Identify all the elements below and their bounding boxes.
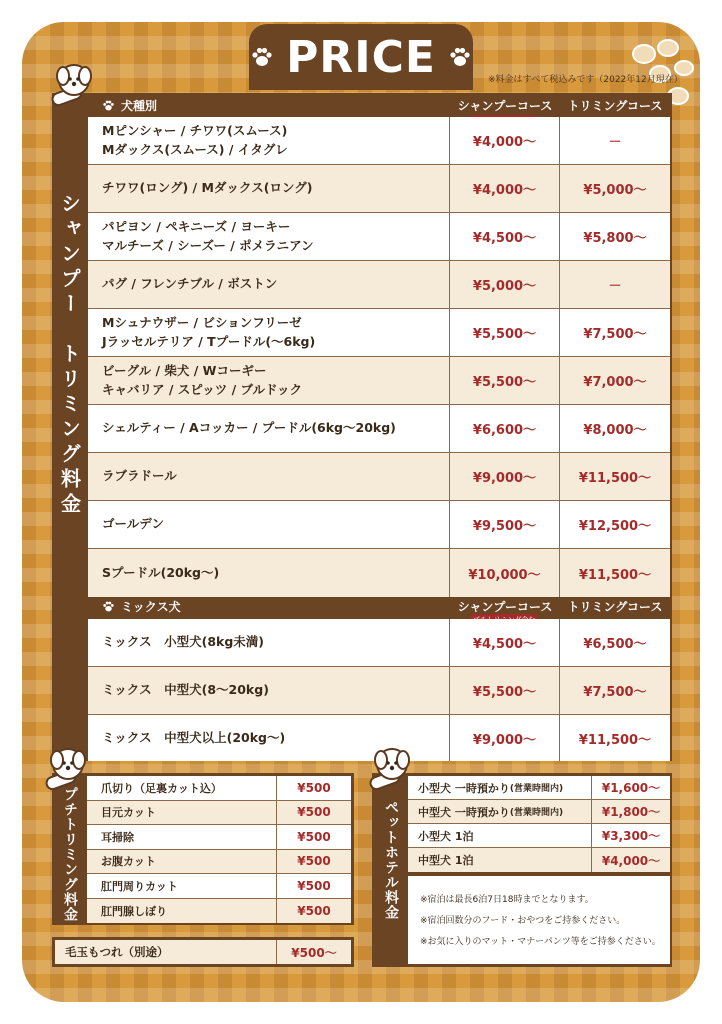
trimming-price: ¥5,800～ (583, 231, 647, 246)
main-side-label: シャンプー トリミング料金 (57, 192, 82, 518)
list-item: 肛門腺しぼり ¥500 (87, 899, 351, 924)
trimming-price: ¥7,500～ (583, 327, 647, 342)
list-item: 目元カット ¥500 (87, 801, 351, 826)
mix-section-label: ミックス犬 (121, 599, 181, 614)
paw-icon (448, 45, 472, 69)
trimming-price: ¥11,500～ (578, 732, 652, 748)
shampoo-price: ¥4,500～ (450, 213, 560, 260)
trimming-price: ¥11,500～ (578, 471, 652, 486)
petit-rows (87, 776, 351, 923)
trimming-price: ¥12,500～ (578, 519, 652, 534)
list-item: お腹カット ¥500 (87, 850, 351, 875)
shampoo-course-header: シャンプーコース (457, 98, 553, 113)
trimming-price: ¥7,000～ (583, 375, 647, 390)
trimming-course-header: トリミングコース (567, 98, 663, 113)
hairball-extra-row: 毛玉もつれ（別途） ¥500～ (52, 937, 354, 967)
shampoo-course-header: シャンプーコース (457, 599, 553, 614)
hotel-rows (408, 776, 670, 872)
list-item: 小型犬 1泊 ¥3,300～ (408, 824, 670, 848)
list-item: 小型犬 一時預かり (営業時間内) ¥1,600～ (408, 776, 670, 800)
list-item: 肛門周りカット ¥500 (87, 874, 351, 899)
shampoo-price: ¥5,500～ (450, 667, 560, 714)
tax-note: ※料金はすべて税込みです（2022年12月現在） (488, 75, 683, 85)
table-row: Sプードル(20kg～) ¥10,000～ ¥11,500～ (88, 549, 670, 597)
table-row: Mシュナウザー / ビションフリーゼ Jラッセルテリア / Tプードル(～6kg) ¥5,500～ ¥7,500～ (88, 309, 670, 357)
shampoo-price: ¥9,500～ (450, 501, 560, 548)
dog-mascot-icon (38, 740, 98, 800)
mix-section-header (88, 594, 670, 618)
breed-rows (88, 117, 670, 597)
shampoo-price: ¥9,000～ (450, 453, 560, 500)
trimming-price: － (608, 279, 622, 294)
table-row: ミックス 中型犬以上(20kg～) ¥9,000～ ¥11,500～ (88, 715, 670, 761)
table-row: チワワ(ロング) / Mダックス(ロング) ¥4,000～ ¥5,000～ (88, 165, 670, 213)
table-row: パピヨン / ペキニーズ / ヨーキー マルチーズ / シーズー / ポメラニアン ¥4,500～ ¥5,800～ (88, 213, 670, 261)
page-title: PRICE (286, 31, 436, 83)
hotel-notes: ※宿泊は最長6泊7日18時までとなります。 ※宿泊回数分のフード・おやつをご持参ください。 ※お気に入りのマット・マナーパンツ等をご持参ください。 (408, 876, 670, 964)
hotel-side-label: ペットホテル料金 (383, 800, 399, 920)
shampoo-price: ¥4,000～ (450, 165, 560, 212)
table-row: シェルティー / Aコッカー / プードル(6kg～20kg) ¥6,600～ ¥8,000～ (88, 405, 670, 453)
table-row: ビーグル / 柴犬 / Wコーギー キャバリア / スピッツ / ブルドック ¥5,500～ ¥7,000～ (88, 357, 670, 405)
shampoo-price: ¥9,000～ (450, 715, 560, 761)
trimming-price: ¥7,500～ (583, 685, 647, 700)
table-row: ミックス 小型犬(8kg未満) ¥4,500～ ¥6,500～ (88, 619, 670, 667)
shampoo-price: ¥5,500～ (450, 309, 560, 356)
list-item: 中型犬 一時預かり (営業時間内) ¥1,800～ (408, 800, 670, 824)
trimming-price: ¥6,500～ (583, 637, 647, 652)
shampoo-price: ¥5,000～ (450, 261, 560, 308)
list-item: 爪切り（足裏カット込） ¥500 (87, 776, 351, 801)
page-title-banner (249, 24, 473, 90)
shampoo-price: ¥4,500～ (450, 619, 560, 666)
petit-side-label: プチトリミング料金 (62, 786, 78, 922)
list-item: 中型犬 1泊 ¥4,000～ (408, 848, 670, 872)
trimming-price: － (608, 135, 622, 150)
list-item: 耳掃除 ¥500 (87, 825, 351, 850)
breed-section-header (88, 93, 670, 117)
dog-mascot-icon (362, 740, 422, 800)
table-row: ラブラドール ¥9,000～ ¥11,500～ (88, 453, 670, 501)
paw-icon (250, 45, 274, 69)
trimming-price: ¥11,500～ (578, 567, 652, 583)
dog-mascot-icon (44, 56, 104, 116)
shampoo-price: ¥10,000～ (450, 549, 560, 597)
shampoo-price: ¥5,500～ (450, 357, 560, 404)
trimming-price: ¥5,000～ (583, 183, 647, 198)
table-row: パグ / フレンチブル / ボストン ¥5,000～ － (88, 261, 670, 309)
trimming-price: ¥8,000～ (583, 423, 647, 438)
breed-section-label: 犬種別 (121, 98, 158, 113)
table-row: ミックス 中型犬(8～20kg) ¥5,500～ ¥7,500～ (88, 667, 670, 715)
trimming-course-header: トリミングコース (567, 599, 663, 614)
table-row: ゴールデン ¥9,500～ ¥12,500～ (88, 501, 670, 549)
table-row: Mピンシャー / チワワ(スムース) Mダックス(スムース) / イタグレ ¥4,000～ － (88, 117, 670, 165)
shampoo-price: ¥4,000～ (450, 117, 560, 164)
shampoo-price: ¥6,600～ (450, 405, 560, 452)
paw-icon (102, 600, 115, 613)
